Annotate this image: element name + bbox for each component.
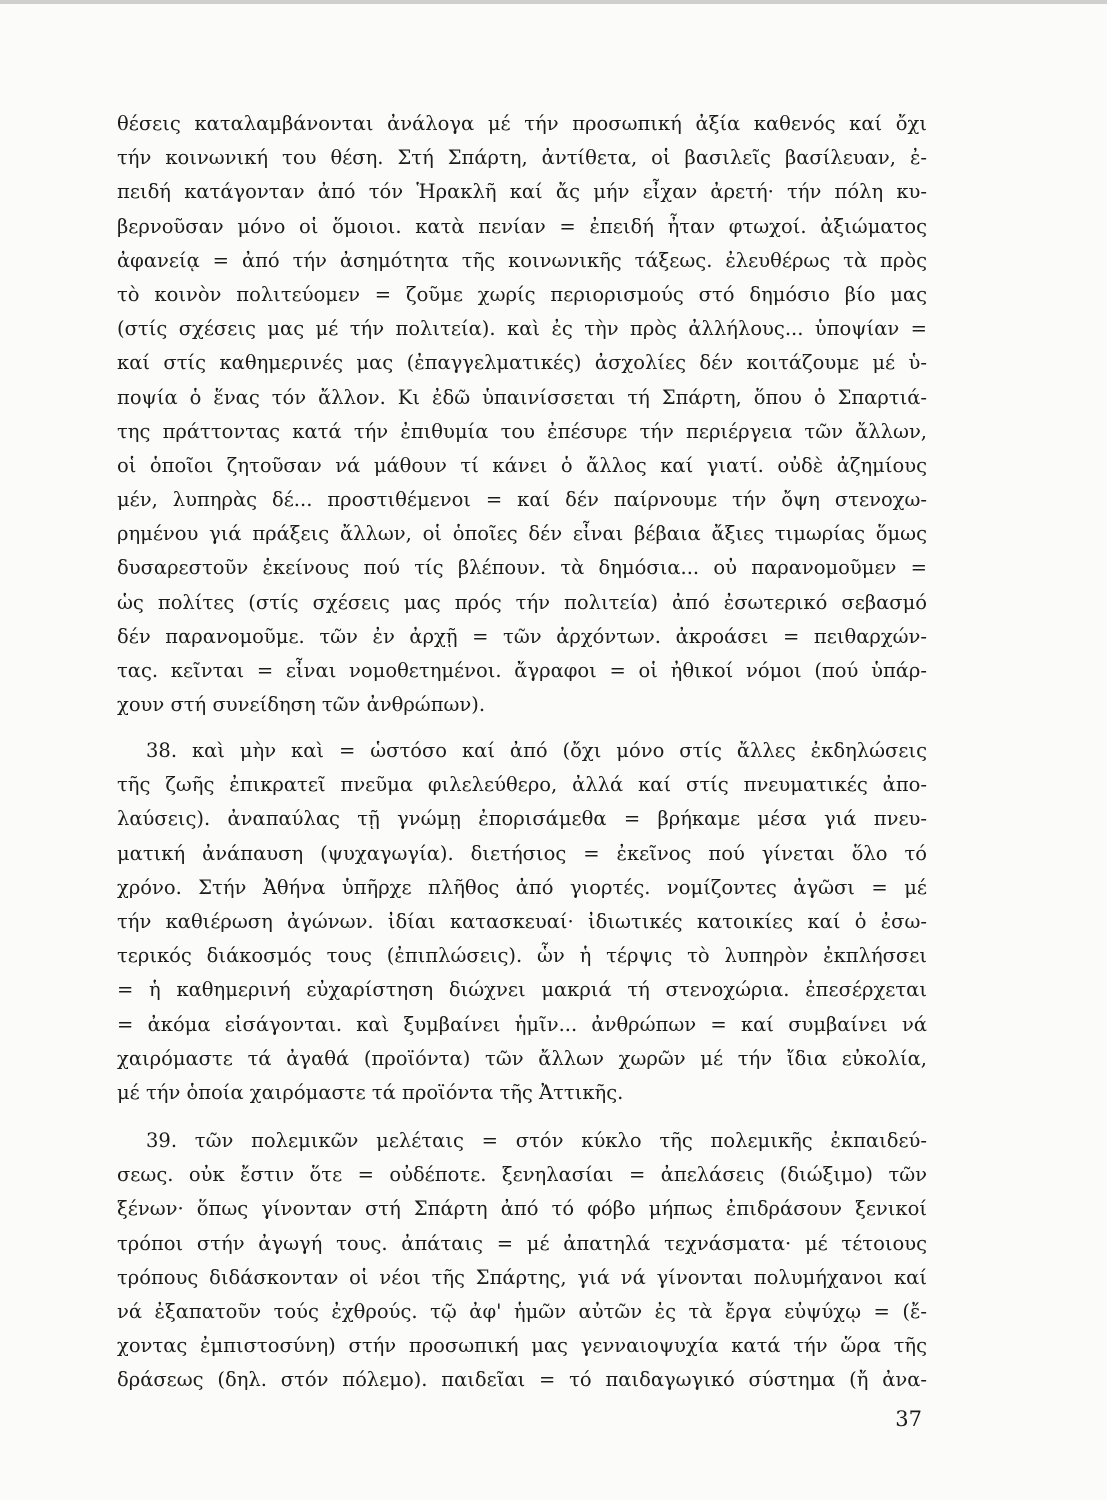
text-line: ρημένου γιά πράξεις ἄλλων, οἱ ὁποῖες δέν εἶναι βέβαια ἄξιες τιμωρίας ὅμως bbox=[117, 522, 927, 546]
text-line: της πράττοντας κατά τήν ἐπιθυμία του ἐπέσυρε τήν περιέργεια τῶν ἄλλων, bbox=[117, 419, 927, 443]
text-line: δράσεως (δηλ. στόν πόλεμο). παιδεῖαι = τό παιδαγωγικό σύστημα (ἤ ἀνα- bbox=[117, 1368, 927, 1392]
text-line: χαιρόμαστε τά ἀγαθά (προϊόντα) τῶν ἄλλων χωρῶν μέ τήν ἴδια εὐκολία, bbox=[117, 1046, 927, 1070]
paragraph-39 bbox=[117, 1124, 927, 1398]
text-line: χουν στή συνείδηση τῶν ἀνθρώπων). bbox=[117, 693, 486, 717]
page-top-edge bbox=[0, 0, 1107, 4]
text-line: πειδή κατάγονταν ἀπό τόν Ἡρακλῆ καί ἄς μήν εἶχαν ἀρετή· τήν πόλη κυ- bbox=[117, 180, 927, 204]
text-line: τας. κεῖνται = εἶναι νομοθετημένοι. ἄγραφοι = οἱ ἠθικοί νόμοι (πού ὑπάρ- bbox=[117, 659, 927, 682]
text-line: τῆς ζωῆς ἐπικρατεῖ πνεῦμα φιλελεύθερο, ἀλλά καί στίς πνευματικές ἀπο- bbox=[117, 773, 927, 797]
text-line: τήν κοινωνική του θέση. Στή Σπάρτη, ἀντίθετα, οἱ βασιλεῖς βασίλευαν, ἐ- bbox=[117, 146, 927, 170]
text-line: οἱ ὁποῖοι ζητοῦσαν νά μάθουν τί κάνει ὁ ἄλλος καί γιατί. οὐδὲ ἀζημίους bbox=[117, 453, 927, 477]
text-line: τρόποι στήν ἀγωγή τους. ἀπάταις = μέ ἀπατηλά τεχνάσματα· μέ τέτοιους bbox=[117, 1231, 927, 1255]
text-line: = ἡ καθημερινή εὐχαρίστηση διώχνει μακριά τή στενοχώρια. ἐπεσέρχεται bbox=[117, 978, 927, 1002]
text-line: θέσεις καταλαμβάνονται ἀνάλογα μέ τήν προσωπική ἀξία καθενός καί ὄχι bbox=[117, 112, 927, 135]
text-line: χοντας ἐμπιστοσύνη) στήν προσωπική μας γενναιοψυχία κατά τήν ὥρα τῆς bbox=[117, 1334, 927, 1358]
text-line: ποψία ὁ ἕνας τόν ἄλλον. Κι ἐδῶ ὑπαινίσσεται τή Σπάρτη, ὅπου ὁ Σπαρτιά- bbox=[117, 385, 927, 409]
paragraph-commentary-37 bbox=[117, 107, 927, 722]
text-line: σεως. οὐκ ἔστιν ὅτε = οὐδέποτε. ξενηλασίαι = ἀπελάσεις (διώξιμο) τῶν bbox=[117, 1163, 927, 1187]
text-line: τὸ κοινὸν πολιτεύομεν = ζοῦμε χωρίς περιορισμούς στό δημόσιο βίο μας bbox=[117, 282, 927, 306]
text-line: χρόνο. Στήν Ἀθήνα ὑπῆρχε πλῆθος ἀπό γιορτές. νομίζοντες ἀγῶσι = μέ bbox=[117, 875, 927, 899]
text-line: καί στίς καθημερινές μας (ἐπαγγελματικές) ἀσχολίες δέν κοιτάζουμε μέ ὑ- bbox=[117, 351, 927, 375]
text-line: = ἀκόμα εἰσάγονται. καὶ ξυμβαίνει ἡμῖν... ἀνθρώπων = καί συμβαίνει νά bbox=[117, 1012, 927, 1036]
text-line: τερικός διάκοσμός τους (ἐπιπλώσεις). ὧν ἡ τέρψις τὸ λυπηρὸν ἐκπλήσσει bbox=[117, 944, 927, 968]
text-line: δέν παρανομοῦμε. τῶν ἐν ἀρχῇ = τῶν ἀρχόντων. ἀκροάσει = πειθαρχών- bbox=[117, 624, 927, 648]
text-line: 39. τῶν πολεμικῶν μελέταις = στόν κύκλο τῆς πολεμικῆς ἐκπαιδεύ- bbox=[146, 1129, 927, 1152]
text-line: δυσαρεστοῦν ἐκείνους πού τίς βλέπουν. τὰ δημόσια... οὐ παρανομοῦμεν = bbox=[117, 556, 927, 580]
text-line: ὡς πολίτες (στίς σχέσεις μας πρός τήν πολιτεία) ἀπό ἐσωτερικό σεβασμό bbox=[117, 590, 927, 614]
text-line: 38. καὶ μὴν καὶ = ὡστόσο καί ἀπό (ὄχι μόνο στίς ἄλλες ἐκδηλώσεις bbox=[146, 739, 927, 762]
text-line: ξένων· ὅπως γίνονταν στή Σπάρτη ἀπό τό φόβο μήπως ἐπιδράσουν ξενικοί bbox=[117, 1197, 927, 1221]
text-line: ματική ἀνάπαυση (ψυχαγωγία). διετήσιος = ἐκεῖνος πού γίνεται ὅλο τό bbox=[117, 841, 927, 865]
text-line: νά ἐξαπατοῦν τούς ἐχθρούς. τῷ ἀφ' ἡμῶν αὐτῶν ἐς τὰ ἔργα εὐψύχῳ = (ἔ- bbox=[117, 1299, 927, 1323]
text-line: τήν καθιέρωση ἀγώνων. ἰδίαι κατασκευαί· ἰδιωτικές κατοικίες καί ὁ ἐσω- bbox=[117, 909, 927, 933]
text-line: τρόπους διδάσκονταν οἱ νέοι τῆς Σπάρτης, γιά νά γίνονται πολυμήχανοι καί bbox=[117, 1265, 927, 1289]
page-number: 37 bbox=[895, 1407, 922, 1431]
text-line: μέ τήν ὁποία χαιρόμαστε τά προϊόντα τῆς Ἀττικῆς. bbox=[117, 1080, 624, 1104]
text-line: μέν, λυπηρὰς δέ... προστιθέμενοι = καί δέν παίρνουμε τήν ὄψη στενοχω- bbox=[117, 488, 927, 512]
text-line: λαύσεις). ἀναπαύλας τῇ γνώμῃ ἐπορισάμεθα = βρήκαμε μέσα γιά πνευ- bbox=[117, 807, 927, 831]
text-line: βερνοῦσαν μόνο οἱ ὅμοιοι. κατὰ πενίαν = ἐπειδή ἦταν φτωχοί. ἀξιώματος bbox=[117, 214, 927, 238]
text-line: ἀφανείᾳ = ἀπό τήν ἀσημότητα τῆς κοινωνικῆς τάξεως. ἐλευθέρως τὰ πρὸς bbox=[117, 248, 927, 272]
paragraph-38 bbox=[117, 734, 927, 1110]
text-line: (στίς σχέσεις μας μέ τήν πολιτεία). καὶ ἐς τὴν πρὸς ἀλλήλους... ὑποψίαν = bbox=[117, 317, 927, 341]
